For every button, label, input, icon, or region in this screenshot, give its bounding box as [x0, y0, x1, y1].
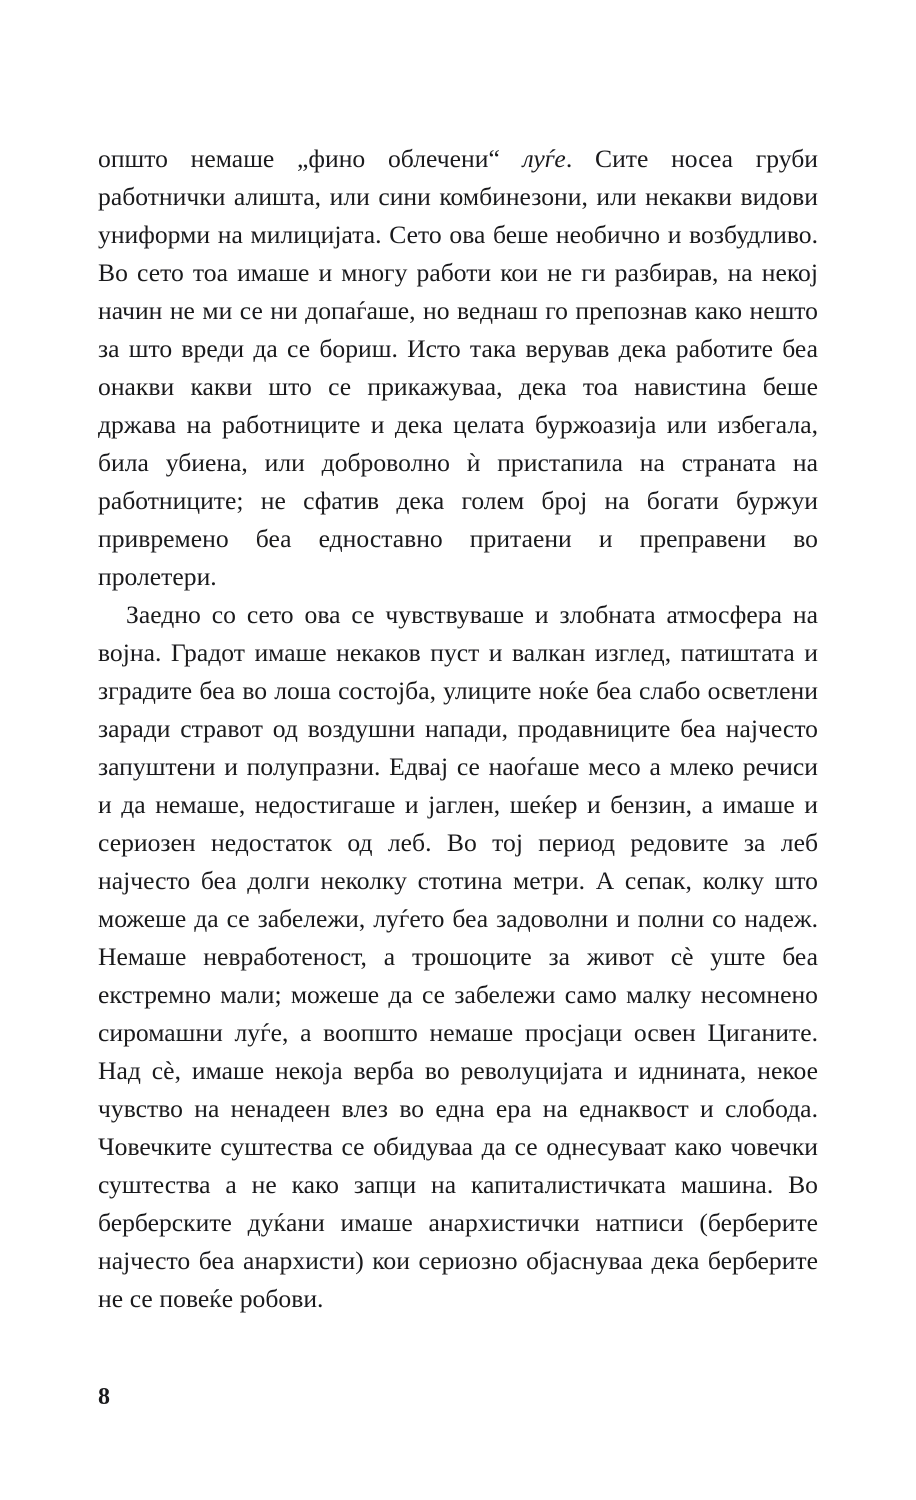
italic-text-run: луѓе — [522, 144, 566, 173]
text-run: општо немаше „фино облечени“ — [98, 144, 523, 173]
text-run: . Сите носеа груби работнички алишта, или сини комбинезони, или некакви видови униформи на милицијата. Сето ова беше необично и возбудливо. Во сето тоа имаше и многу работи кои не ги разбирав, на некој начин не ми се ни допаѓаше, но веднаш го препознав како нешто за што вреди да се бориш. Исто така верував дека работите беа онакви какви што се прикажуваа, дека тоа навистина беше држава на работниците и дека целата буржоазија или избегала, била убиена, или доброволно ѝ пристапила на страната на работниците; не сфатив дека голем број на богати буржуи привремено беа едноставно притаени и преправени во пролетери. — [98, 144, 818, 591]
page-text-block — [98, 140, 818, 1318]
paragraph — [98, 140, 818, 596]
text-run: Заедно со сето ова се чувствуваше и злобната атмосфера на војна. Градот имаше некаков пуст и валкан изглед, патиштата и зградите беа во лоша состојба, улиците ноќе беа слабо осветлени заради стравот од воздушни напади, продавниците беа најчесто запуштени и полупразни. Едвај се наоѓаше месо а млеко речиси и да немаше, недостигаше и јаглен, шеќер и бензин, а имаше и сериозен недостаток од леб. Во тој период редовите за леб најчесто беа долги неколку стотина метри. А сепак, колку што можеше да се забележи, луѓето беа задоволни и полни со надеж. Немаше невработеност, а трошоците за живот сѐ уште беа екстремно мали; можеше да се забележи само малку несомнено сиромашни луѓе, а воопшто немаше просјаци освен Циганите. Над сѐ, имаше некоја верба во револуцијата и иднината, некое чувство на ненадеен влез во една ера на еднаквост и слобода. Човечките суштества се обидуваа да се однесуваат како човечки суштества а не како запци на капиталистичката машина. Во берберските дуќани имаше анархистички натписи (берберите најчесто беа анархисти) кои сериозно објаснуваа дека берберите не се повеќе робови. — [98, 600, 818, 1313]
page-number: 8 — [98, 1384, 110, 1410]
paragraph — [98, 596, 818, 1318]
